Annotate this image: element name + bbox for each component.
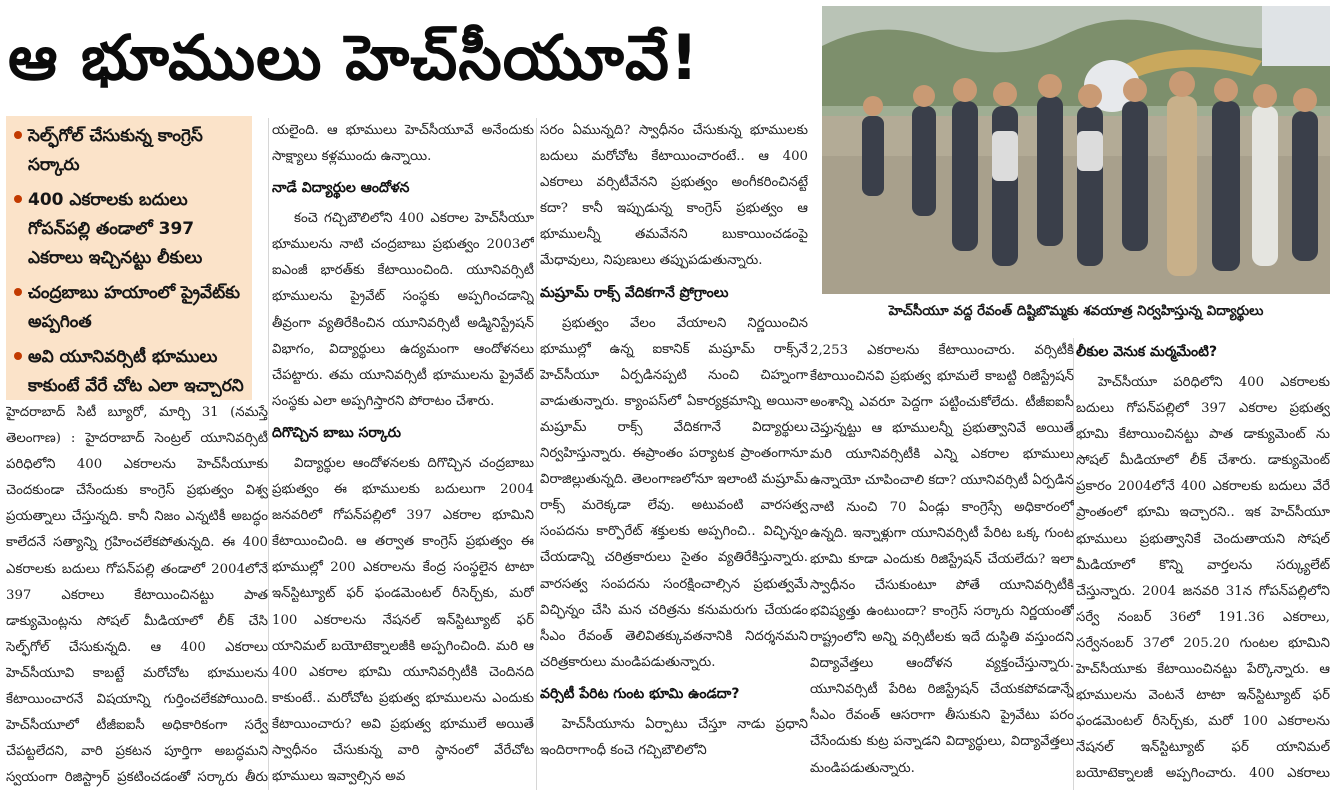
article-column-2 bbox=[272, 118, 534, 792]
highlight-item bbox=[14, 186, 246, 273]
article-column-4 bbox=[810, 338, 1074, 792]
subheading: నాడే విద్యార్థుల ఆందోళన bbox=[272, 180, 410, 197]
bullet-icon bbox=[14, 352, 22, 360]
protest-photo bbox=[822, 6, 1330, 294]
highlight-text: చంద్రబాబు హయాంలో ప్రైవేట్‌కు అప్పగింత bbox=[28, 283, 240, 332]
article-column-1 bbox=[6, 400, 268, 792]
article-column-3 bbox=[540, 118, 808, 792]
paragraph: 2,253 ఎకరాలను కేటాయించారు. వర్సిటీకి కేటాయించినవి ప్రభుత్వ భూమలే కాబట్టి రిజిస్ట్రేషన్ అంశాన్ని ఎవరూ పెద్దగా పట్టించుకోలేదు. టీజీఐఐసీ చెప్తున్నట్టు ఆ భూములన్నీ ప్రభుత్వానివే అయితే మరి యూనివర్సిటీకి ఎన్ని ఎకరాల భూములు ఉన్నాయో చూపించాలి కదా? యూనివర్సిటీ ఏర్పడిన నాటి నుంచి 70 ఏండ్లు కాంగ్రెస్సే అధికారంలో ఉన్నది. ఇన్నాళ్లుగా యూనివర్సిటీ పేరిట ఒక్క గుంట భూమి కూడా ఎందుకు రిజిస్ట్రేషన్ చేయలేదు? ఇలా స్వాధీనం చేసుకుంటూ పోతే యూనివర్సిటీకి భవిష్యత్తు ఉంటుందా? కాంగ్రెస్ సర్కారు నిర్ణయంతో రాష్ట్రంలోని అన్ని వర్సిటీలకు ఇదే దుస్థితి వస్తుందని విద్యావేత్తలు ఆందోళన వ్యక్తంచేస్తున్నారు. యూనివర్సిటీ పేరిట రిజిస్ట్రేషన్ చేయకపోవడాన్నే సీఎం రేవంత్ ఆసరాగా తీసుకుని ప్రైవేటు పరం చేసేందుకు కుట్ర పన్నాడని విద్యార్థులు, విద్యావేత్తలు మండిపడుతున్నారు. bbox=[810, 343, 1074, 776]
photo-illustration bbox=[822, 6, 1330, 294]
highlight-item bbox=[14, 343, 246, 400]
paragraph: యలైంది. ఆ భూములు హెచ్‌సీయూవే అనేందుకు సాక్ష్యాలు కళ్లముందు ఉన్నాయి. bbox=[272, 123, 534, 165]
paragraph: కంచె గచ్చిబౌలిలోని 400 ఎకరాల హెచ్‌సీయూ భూములను నాటి చంద్రబాబు ప్రభుత్వం 2003లో ఐఎంజీ భారత్‌కు కేటాయించింది. యూనివర్సిటీ భూములను ప్రైవేట్ సంస్థకు అప్పగించడాన్ని తీవ్రంగా వ్యతిరేకించిన యూనివర్సిటీ అడ్మినిస్ట్రేషన్ విభాగం, విద్యార్థులు ఉద్యమంగా ఆందోళనలు చేపట్టారు. తమ యూనివర్సిటీ భూములను ప్రైవేట్ సంస్థకు ఎలా అప్పగిస్తారని పోరాటం చేశారు. bbox=[272, 211, 534, 409]
column-divider bbox=[268, 118, 269, 790]
headline: ఆ భూములు హెచ్‌సీయూవే! bbox=[8, 21, 700, 94]
highlight-text: సెల్ఫ్‌గోల్ చేసుకున్న కాంగ్రెస్ సర్కారు bbox=[28, 126, 203, 175]
bullet-icon bbox=[14, 195, 22, 203]
photo-caption: హెచ్‌సీయూ వద్ద రేవంత్ దిష్టిబొమ్మకు శవయాత్ర నిర్వహిస్తున్న విద్యార్థులు bbox=[888, 303, 1264, 319]
subheading: వర్సిటీ పేరిట గుంట భూమి ఉండదా? bbox=[540, 685, 740, 702]
highlight-text: 400 ఎకరాలకు బదులు గోపన్‌పల్లి తండాలో 397 ఎకరాలు ఇచ్చినట్టు లీకులు bbox=[28, 190, 203, 268]
bullet-icon bbox=[14, 131, 22, 139]
paragraph: హైదరాబాద్ సిటీ బ్యూరో, మార్చి 31 (నమస్తే తెలంగాణ) : హైదరాబాద్ సెంట్రల్ యూనివర్సిటీ పరిధిలోని 400 ఎకరాలను హెచ్‌సీయూకు చెందకుండా చేసేందుకు కాంగ్రెస్ ప్రభుత్వం విశ్వ ప్రయత్నాలు చేస్తున్నది. కానీ నిజం ఎన్నటికీ అబద్ధం కాలేదనే సత్యాన్ని గ్రహించలేకపోతున్నది. ఈ 400 ఎకరాలకు బదులు గోపన్‌పల్లి తండాలో 2004లోనే 397 ఎకరాలు కేటాయించినట్టు పాత డాక్యుమెంట్లను సోషల్ మీడియాలో లీక్ చేసి సెల్ఫ్‌గోల్ చేసుకున్నది. ఆ 400 ఎకరాలు హెచ్‌సీయూవి కాబట్టే మరోచోట భూములను కేటాయించారనే విషయాన్ని గుర్తించలేకపోయింది. హెచ్‌సీయూలో టీజీఐఐసీ అధికారికంగా సర్వే చేపట్టలేదని, వారి ప్రకటన పూర్తిగా అబద్ధమని స్వయంగా రిజిస్ట్రార్ ప్రకటించడంతో సర్కారు తీరు bbox=[6, 405, 268, 786]
column-divider bbox=[536, 118, 537, 790]
subheading: దిగొచ్చిన బాబు సర్కారు bbox=[272, 424, 401, 441]
highlight-text: అవి యూనివర్సిటీ భూములు కాకుంటే వేరే చోట ఎలా ఇచ్చారని bbox=[28, 347, 244, 396]
subheading: మష్రూమ్ రాక్స్ వేదికగానే ప్రోగ్రాంలు bbox=[540, 284, 729, 301]
subheading: లీకుల వెనుక మర్మమేంటి? bbox=[1076, 344, 1218, 360]
paragraph: హెచ్‌సీయూను ఏర్పాటు చేస్తూ నాడు ప్రధాని ఇందిరాగాంధీ కంచె గచ్చిబౌలిలోని bbox=[540, 716, 808, 758]
highlight-item bbox=[14, 279, 246, 337]
paragraph: సరం ఏమున్నది? స్వాధీనం చేసుకున్న భూములకు బదులు మరోచోట కేటాయించారంటే.. ఆ 400 ఎకరాలు వర్సిటీవేనని ప్రభుత్వం అంగీకరించినట్టే కదా? కానీ ఇప్పుడున్న కాంగ్రెస్ ప్రభుత్వం ఆ భూములన్నీ తమవేనని బుకాయించడంపై మేధావులు, నిపుణులు తప్పుపడుతున్నారు. bbox=[540, 123, 808, 269]
paragraph: ప్రభుత్వం వేలం వేయాలని నిర్ణయించిన భూముల్లో ఉన్న ఐకానిక్ మష్రూమ్ రాక్స్‌నే హెచ్‌సీయూ ఏర్పడినప్పటి నుంచి చిహ్నంగా వాడుతున్నారు. క్యాంపస్‌లో ఏకార్యక్రమాన్ని అయినా మష్రూమ్ రాక్స్ వేదికగానే విద్యార్థులు నిర్వహిస్తున్నారు. ఈప్రాంతం పర్యాటక ప్రాంతంగానూ విరాజిల్లుతున్నది. తెలంగాణలోనూ ఇలాంటి మష్రూమ్ రాక్స్ మరెక్కడా లేవు. అటువంటి వారసత్వ సంపదను కార్పొరేట్ శక్తులకు అప్పగించి.. విచ్ఛిన్నం చేయడాన్ని చరిత్రకారులు సైతం వ్యతిరేకిస్తున్నారు. వారసత్వ సంపదను సంరక్షించాల్సిన ప్రభుత్వమే విచ్ఛిన్నం చేసి మన చరిత్రను కనుమరుగు చేయడం సీఎం రేవంత్ తెలివితక్కువతనానికి నిదర్శనమని చరిత్రకారులు మండిపడుతున్నారు. bbox=[540, 315, 808, 670]
paragraph: హెచ్‌సీయూ పరిధిలోని 400 ఎకరాలకు బదులు గోపన్‌పల్లిలో 397 ఎకరాల ప్రభుత్వ భూమి కేటాయించినట్టు పాత డాక్యుమెంట్ ను సోషల్ మీడియాలో లీక్ చేశారు. డాక్యుమెంట్ ప్రకారం 2004లోనే 400 ఎకరాలకు బదులు వేరే ప్రాంతంలో భూమి ఇచ్చారని.. ఇక హెచ్‌సీయూ భూములు ప్రభుత్వానికే చెందుతాయని సోషల్ మీడియాలో కొన్ని వార్తలను సర్క్యులేట్ చేస్తున్నారు. 2004 జనవరి 31న గోపన్‌పల్లిలోని సర్వే నంబర్ 36లో 191.36 ఎకరాలు, సర్వేనంబర్ 37లో 205.20 గుంటల భూమిని హెచ్‌సీయూకు కేటాయించినట్టు పేర్కొన్నారు. ఆ భూములను వెంటనే టాటా ఇన్‌స్టిట్యూట్ ఫర్ ఫండమెంటల్ రీసెర్చ్‌కు, మరో 100 ఎకరాలను నేషనల్ ఇన్‌స్టిట్యూట్ ఫర్ యానిమల్ బయోటెక్నాలజీ అప్పగించారు. 400 ఎకరాలు bbox=[1076, 375, 1330, 782]
article-column-5 bbox=[1076, 338, 1330, 792]
bullet-icon bbox=[14, 288, 22, 296]
highlight-item bbox=[14, 122, 246, 180]
highlights-box bbox=[6, 116, 252, 400]
paragraph: విద్యార్థుల ఆందోళనలకు దిగొచ్చిన చంద్రబాబు ప్రభుత్వం ఈ భూములకు బదులుగా 2004 జనవరిలో గోపన్‌పల్లిలో 397 ఎకరాల భూమిని కేటాయించింది. ఆ తర్వాత కాంగ్రెస్ ప్రభుత్వం ఈ భూముల్లో 200 ఎకరాలను కేంద్ర సంస్థలైన టాటా ఇన్‌స్టిట్యూట్ ఫర్ ఫండమెంటల్ రీసెర్చ్‌కు, మరో 100 ఎకరాలను నేషనల్ ఇన్‌స్టిట్యూట్ ఫర్ యానిమల్ బయోటెక్నాలజీకి అప్పగించింది. మరి ఆ 400 ఎకరాల భూమి యూనివర్సిటీకి చెందినది కాకుంటే.. మరోచోట ప్రభుత్వ భూములను ఎందుకు కేటాయించారు? అవి ప్రభుత్వ భూములే అయితే స్వాధీనం చేసుకున్న వారి స్థానంలో వేరేచోట భూములు ఇవ్వాల్సిన అవ bbox=[272, 455, 534, 785]
